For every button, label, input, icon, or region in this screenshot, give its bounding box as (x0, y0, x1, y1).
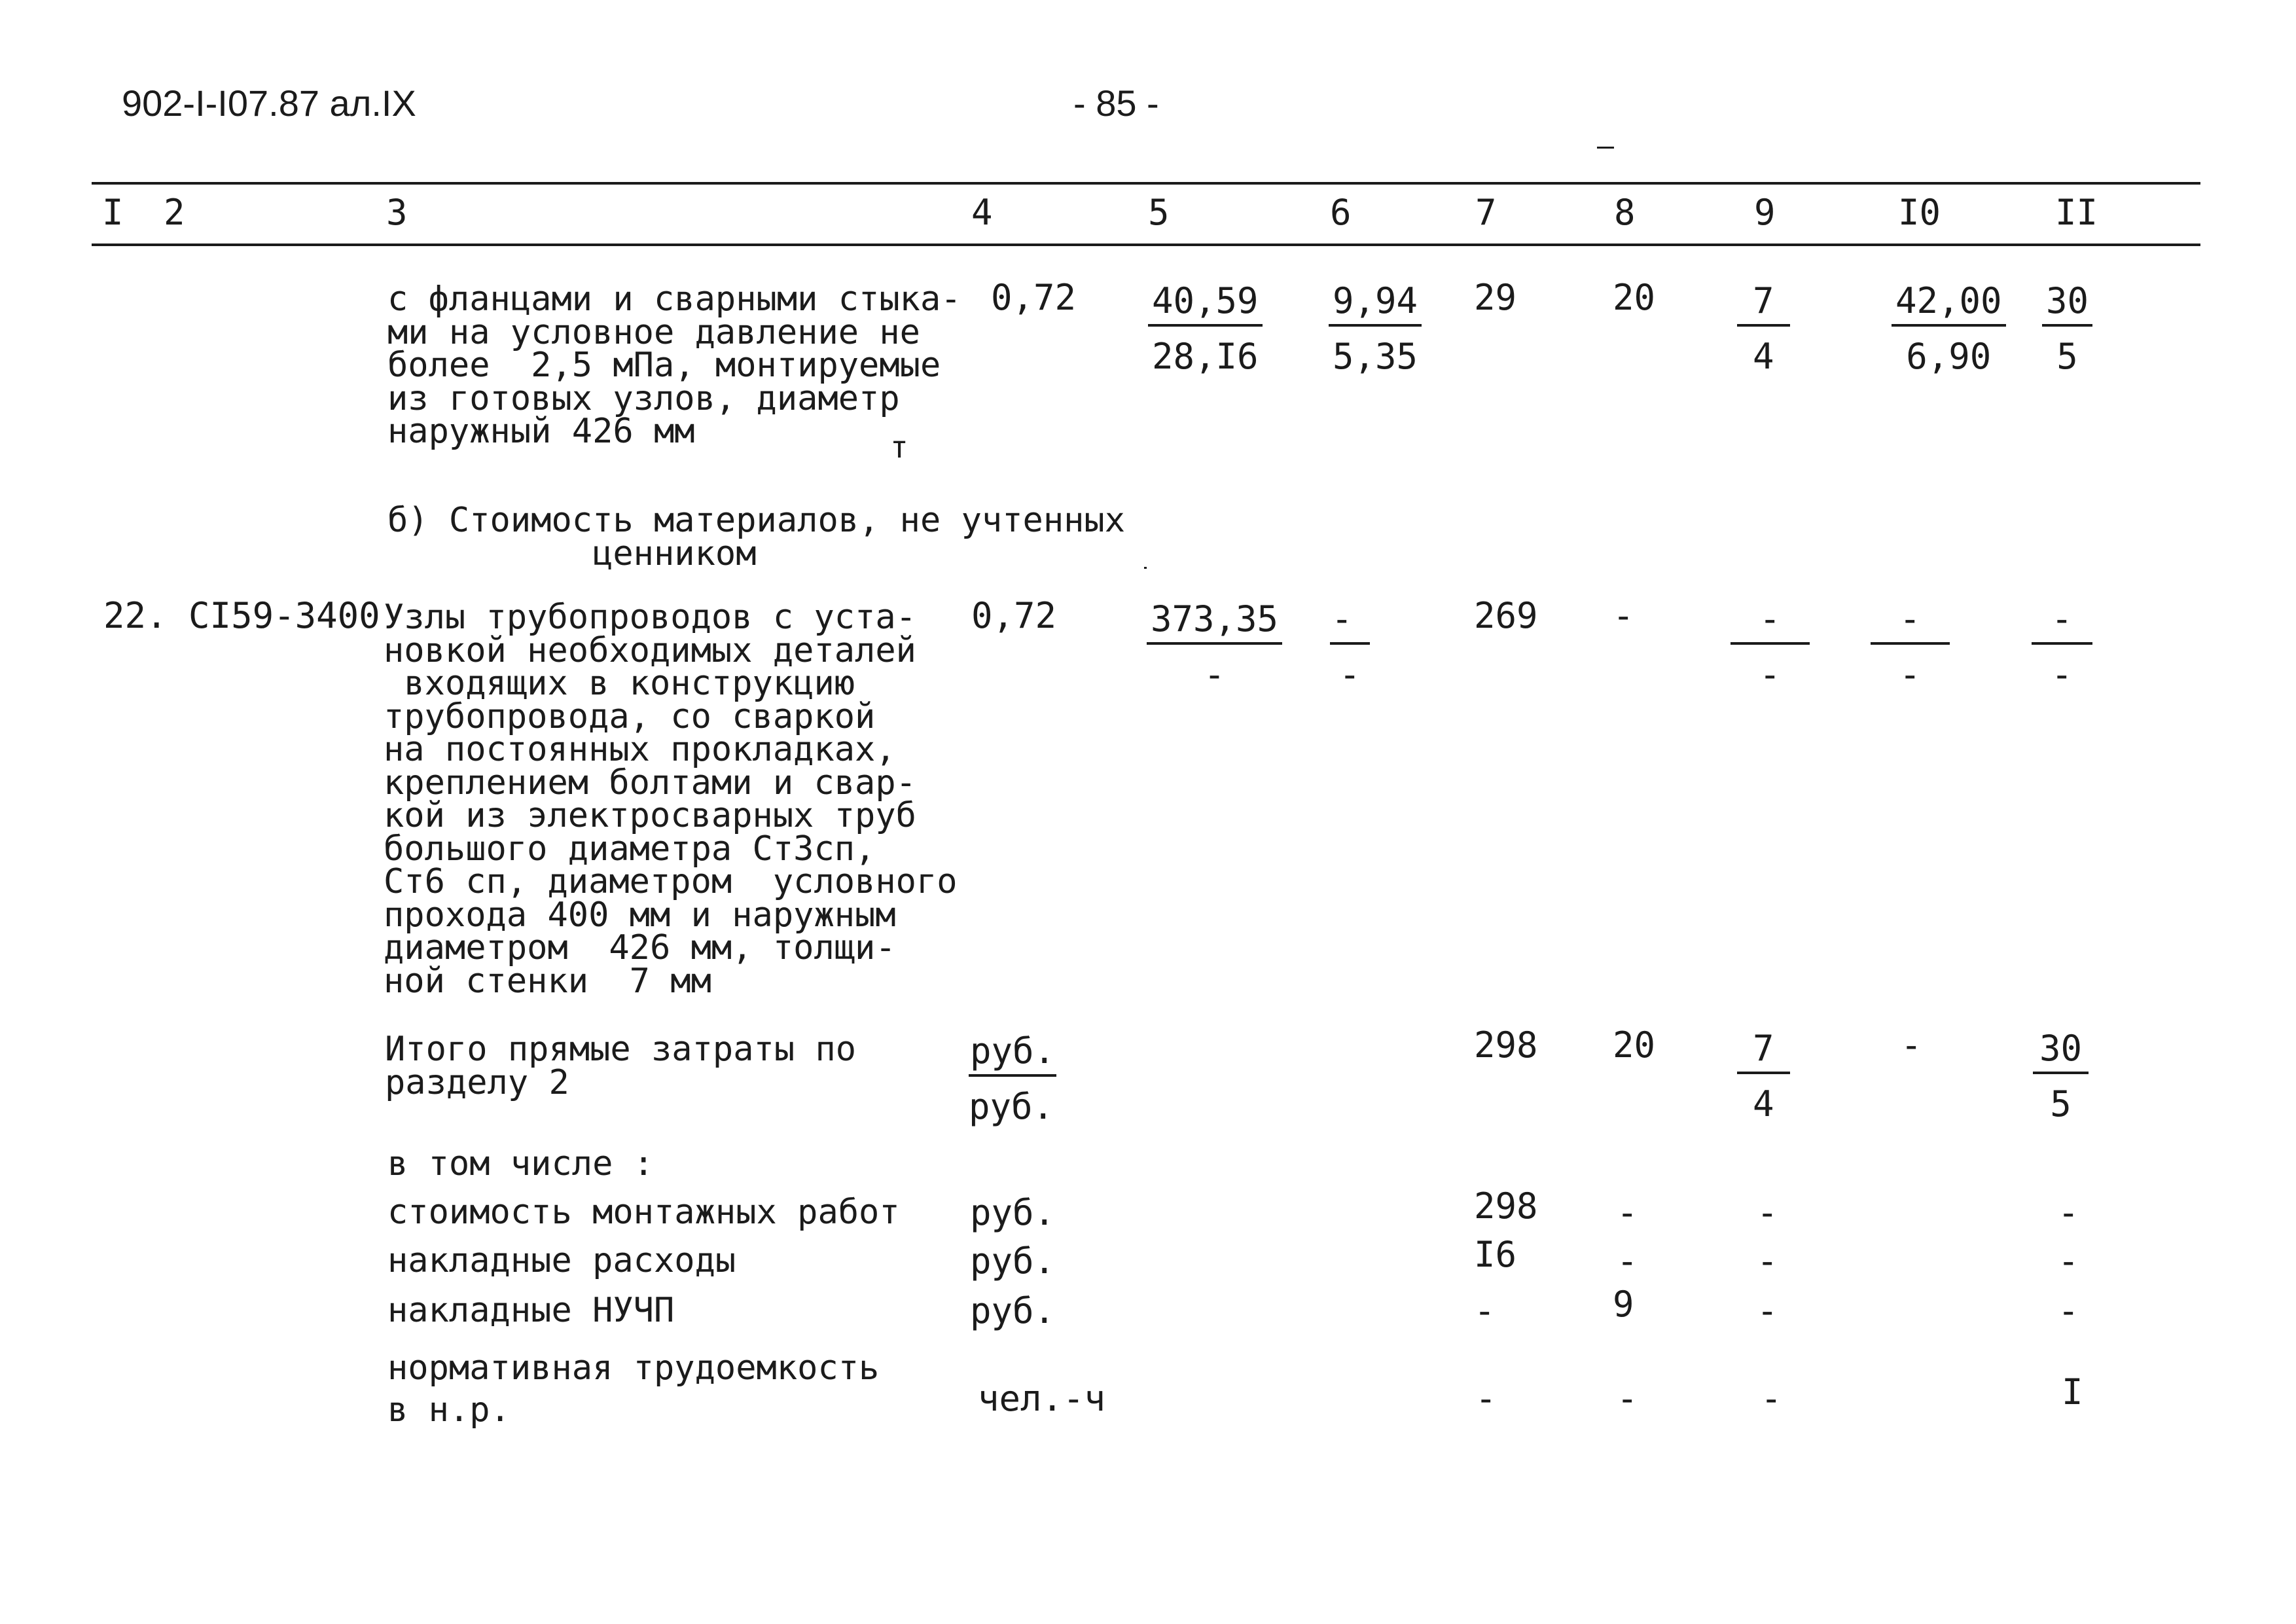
item-a-col7: 29 (1474, 277, 1517, 318)
item-a-col10 (1892, 280, 2006, 377)
item-22-col6-top: - (1330, 598, 1370, 645)
mark-line (1597, 147, 1614, 149)
item-22-col9-top: - (1731, 598, 1810, 645)
total-label: Итого прямые затраты по разделу 2 (385, 1030, 857, 1102)
item-22-col9 (1731, 598, 1810, 695)
document-code: 902-I-I07.87 ал.IX (122, 82, 416, 124)
total-col7: 298 (1474, 1024, 1538, 1066)
total-unit (969, 1030, 1056, 1127)
item-a-col9-top: 7 (1737, 280, 1790, 327)
item-a-col5 (1148, 280, 1263, 377)
item-a-col9 (1737, 280, 1790, 377)
breakdown-unit: чел.-ч (978, 1378, 1106, 1419)
item-22-number: 22. CI59-3400 (103, 595, 380, 636)
breakdown-col9: - (1757, 1240, 1778, 1282)
col-header-10: I0 (1898, 192, 1941, 233)
breakdown-col8: 9 (1613, 1284, 1634, 1325)
total-col8: 20 (1613, 1024, 1656, 1066)
col-header-6: 6 (1330, 192, 1352, 233)
breakdown-col11: - (2058, 1192, 2079, 1233)
breakdown-col11: - (2058, 1290, 2079, 1331)
breakdown-unit: руб. (970, 1192, 1056, 1233)
item-22-col10-bottom: - (1899, 654, 1921, 695)
total-col9 (1737, 1028, 1790, 1125)
breakdown-unit: руб. (970, 1240, 1056, 1282)
col-header-7: 7 (1475, 192, 1497, 233)
total-unit-top: руб. (969, 1030, 1056, 1077)
item-a-col8: 20 (1613, 277, 1656, 318)
item-a-col11 (2042, 280, 2092, 377)
item-22-col4: 0,72 (971, 595, 1057, 636)
col-header-3: 3 (386, 192, 408, 233)
breakdown-col9: - (1761, 1378, 1782, 1419)
breakdown-col7: 298 (1474, 1185, 1538, 1227)
item-22-col11-top: - (2032, 598, 2092, 645)
item-a-col11-bottom: 5 (2056, 336, 2078, 377)
total-col11-top: 30 (2033, 1028, 2089, 1074)
col-header-8: 8 (1614, 192, 1636, 233)
section-b-heading: б) Стоимость материалов, не учтенных ценником (387, 501, 1126, 573)
mark-dot (1144, 567, 1147, 569)
total-col9-bottom: 4 (1753, 1083, 1774, 1125)
col-header-2: 2 (164, 192, 185, 233)
item-a-description: с фланцами и сварными стыка- ми на условное давление не более 2,5 мПа, монтируемые из готовых узлов, диаметр наружный 426 мм (387, 280, 961, 451)
item-22-col6 (1330, 598, 1370, 695)
total-unit-bottom: руб. (969, 1086, 1054, 1127)
item-22-description: Узлы трубопроводов с уста- новкой необходимых деталей входящих в конструкцию трубопровода, со сваркой на постоянных прокладках, креплением болтами и свар- кой из электросварных труб большого диаметра Ст3сп, Ст6 сп, диаметром условного прохода 400 мм и наружным диаметром 426 мм, толщи- ной стенки 7 мм (384, 598, 958, 1001)
item-a-col5-top: 40,59 (1148, 280, 1263, 327)
total-col11 (2033, 1028, 2089, 1125)
item-a-col6 (1329, 280, 1422, 377)
breakdown-label: стоимость монтажных работ (387, 1193, 900, 1232)
item-22-col6-bottom: - (1339, 654, 1361, 695)
item-22-col5 (1147, 598, 1282, 695)
item-22-col10-top: - (1871, 598, 1950, 645)
col-header-1: I (102, 192, 124, 233)
item-22-col11-bottom: - (2051, 654, 2073, 695)
item-22-col11 (2032, 598, 2092, 695)
item-a-col4: 0,72 (991, 277, 1077, 318)
breakdown-col9: - (1757, 1192, 1778, 1233)
page-number: - 85 - (1073, 82, 1159, 124)
breakdown-col7: - (1475, 1378, 1497, 1419)
total-col9-top: 7 (1737, 1028, 1790, 1074)
item-22-col5-bottom: - (1204, 654, 1225, 695)
breakdown-col9: - (1757, 1290, 1778, 1331)
breakdown-label: накладные расходы (387, 1241, 736, 1280)
including-label: в том числе : (387, 1144, 654, 1183)
item-a-col10-top: 42,00 (1892, 280, 2006, 327)
breakdown-col11: I (2062, 1371, 2083, 1413)
breakdown-label: накладные НУЧП (387, 1291, 675, 1330)
breakdown-col8: - (1617, 1192, 1638, 1233)
col-header-5: 5 (1148, 192, 1170, 233)
breakdown-col7: - (1474, 1290, 1496, 1331)
breakdown-col7: I6 (1474, 1234, 1517, 1275)
item-a-col5-bottom: 28,I6 (1152, 336, 1259, 377)
item-a-unit-mark: т (890, 429, 908, 465)
item-22-col9-bottom: - (1759, 654, 1781, 695)
item-22-col10 (1871, 598, 1950, 695)
item-22-col8: - (1613, 595, 1634, 636)
total-col10: - (1901, 1024, 1922, 1066)
table-top-rule (92, 182, 2200, 185)
breakdown-col8: - (1617, 1240, 1638, 1282)
col-header-4: 4 (971, 192, 993, 233)
col-header-9: 9 (1754, 192, 1776, 233)
breakdown-unit: руб. (970, 1290, 1056, 1331)
total-col11-bottom: 5 (2050, 1083, 2072, 1125)
item-a-col11-top: 30 (2042, 280, 2092, 327)
item-a-col6-top: 9,94 (1329, 280, 1422, 327)
item-22-col7: 269 (1474, 595, 1538, 636)
item-a-col6-bottom: 5,35 (1333, 336, 1418, 377)
item-a-col9-bottom: 4 (1753, 336, 1774, 377)
header-bottom-rule (92, 244, 2200, 246)
breakdown-col11: - (2058, 1240, 2079, 1282)
breakdown-label: нормативная трудоемкость в н.р. (387, 1348, 880, 1430)
item-22-col5-top: 373,35 (1147, 598, 1282, 645)
item-a-col10-bottom: 6,90 (1906, 336, 1992, 377)
col-header-11: II (2055, 192, 2098, 233)
breakdown-col8: - (1617, 1378, 1638, 1419)
